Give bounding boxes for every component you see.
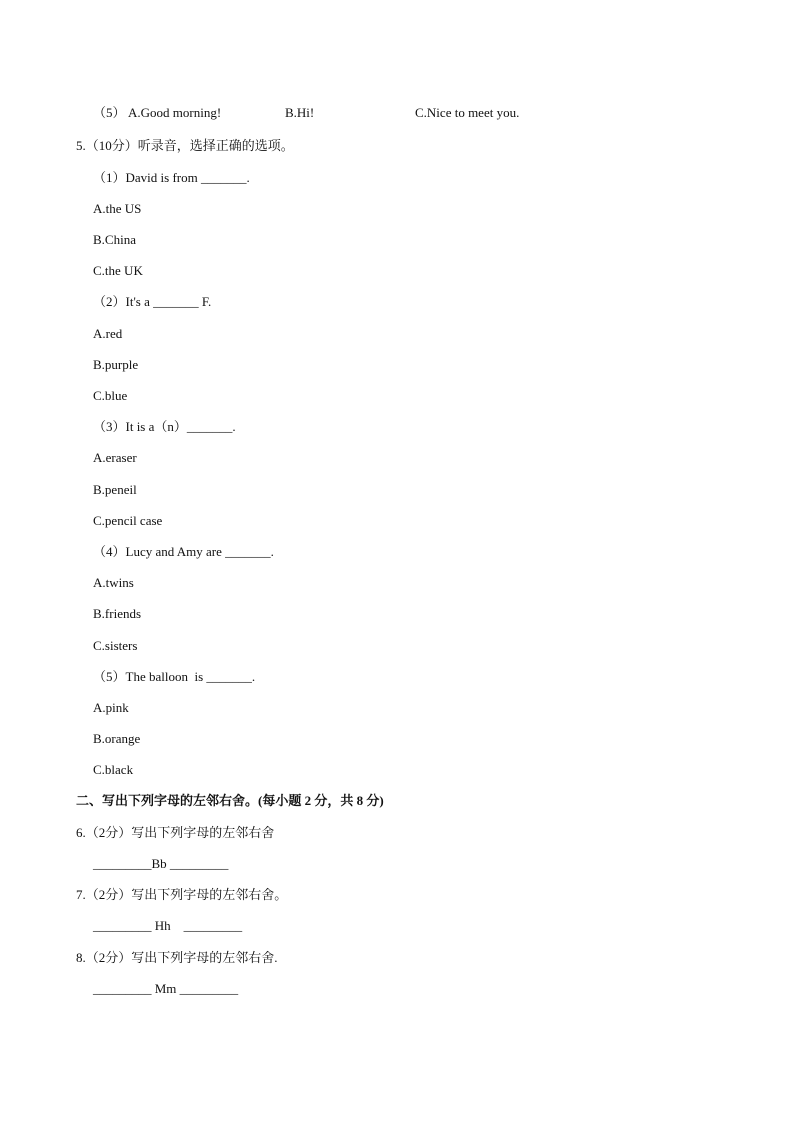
- q5-sub4-option-b: B.friends: [93, 606, 142, 621]
- q5-sub1-option-c: C.the UK: [93, 263, 143, 278]
- q4-sub5-option-b: B.Hi!: [285, 105, 315, 120]
- q5-sub4-option-c: C.sisters: [93, 638, 138, 653]
- q8-answer-line: _________ Mm _________: [93, 981, 239, 996]
- q4-sub5-option-c: C.Nice to meet you.: [415, 105, 520, 120]
- q5-sub2-option-a: A.red: [93, 326, 123, 341]
- q6-answer-line: _________Bb _________: [93, 856, 229, 871]
- q7-answer-line: _________ Hh _________: [93, 918, 243, 933]
- q7-header: 7.（2分）写出下列字母的左邻右舍。: [76, 887, 288, 902]
- q5-sub3-option-c: C.pencil case: [93, 513, 163, 528]
- q5-sub5-option-b: B.orange: [93, 731, 141, 746]
- q5-sub3-option-a: A.eraser: [93, 450, 137, 465]
- q5-header: 5.（10分）听录音，选择正确的选项。: [76, 138, 294, 153]
- q6-header: 6.（2分）写出下列字母的左邻右舍: [76, 825, 275, 840]
- q5-sub3-option-b: B.peneil: [93, 482, 137, 497]
- q5-sub1-option-b: B.China: [93, 232, 136, 247]
- q5-sub3-stem: （3）It is a（n）_______.: [93, 419, 236, 434]
- q5-sub1-option-a: A.the US: [93, 201, 142, 216]
- q5-sub4-option-a: A.twins: [93, 575, 134, 590]
- section2-header: 二、写出下列字母的左邻右舍。(每小题 2 分，共 8 分): [76, 793, 384, 808]
- q5-sub2-stem: （2）It's a _______ F.: [93, 294, 212, 309]
- q4-sub5-label: （5）: [93, 105, 126, 120]
- q5-sub5-option-c: C.black: [93, 762, 134, 777]
- q4-sub5-option-a: A.Good morning!: [128, 105, 222, 120]
- q5-sub1-stem: （1）David is from _______.: [93, 170, 250, 185]
- q5-sub2-option-c: C.blue: [93, 388, 128, 403]
- q5-sub2-option-b: B.purple: [93, 357, 139, 372]
- q8-header: 8.（2分）写出下列字母的左邻右舍.: [76, 950, 278, 965]
- q5-sub5-option-a: A.pink: [93, 700, 129, 715]
- q5-sub5-stem: （5）The balloon is _______.: [93, 669, 256, 684]
- q5-sub4-stem: （4）Lucy and Amy are _______.: [93, 544, 274, 559]
